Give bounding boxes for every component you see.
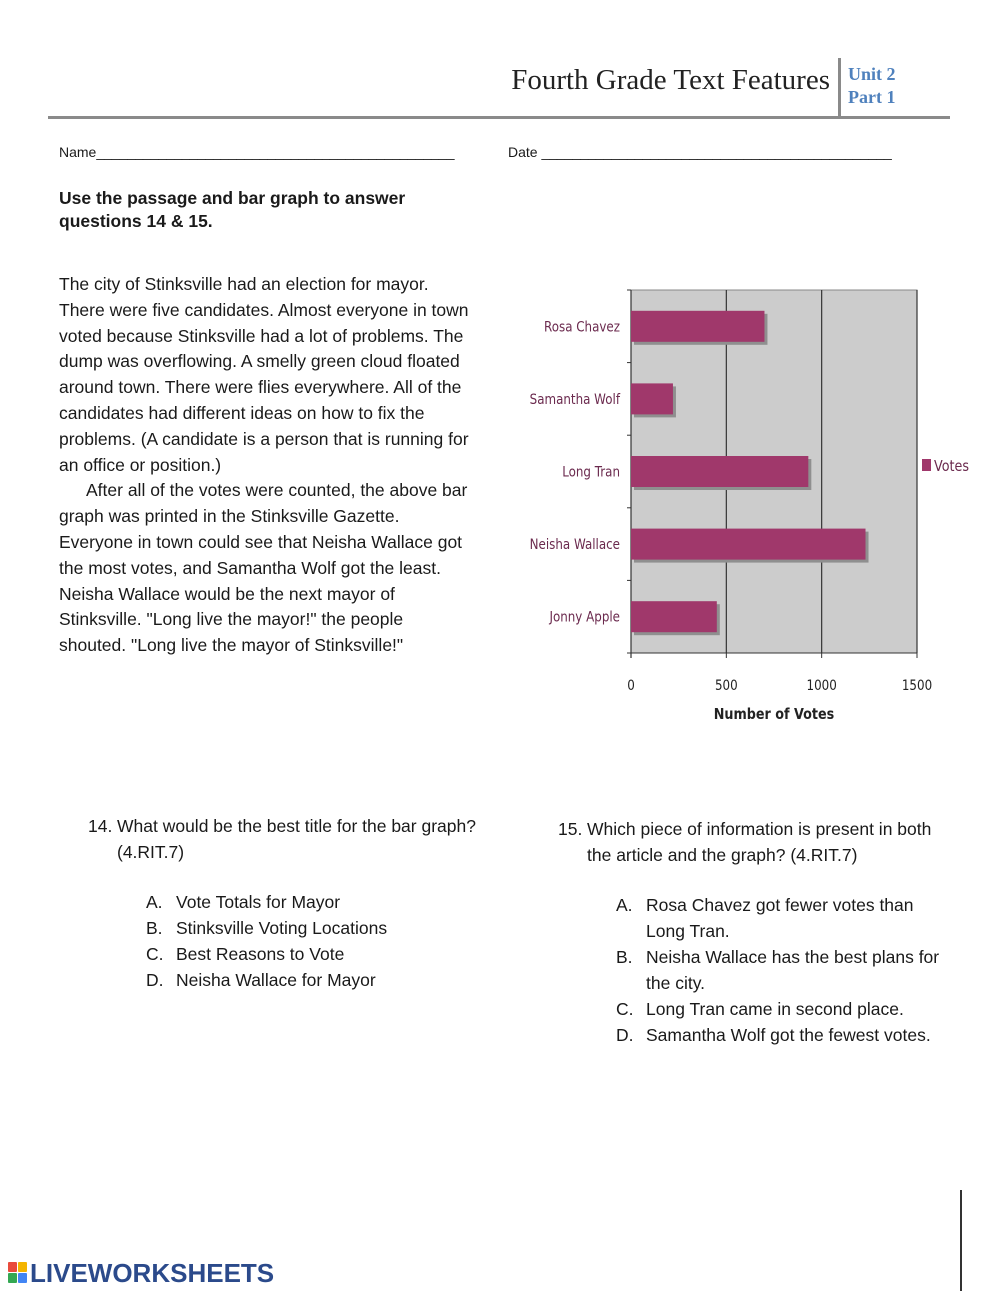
answer-choices bbox=[616, 892, 946, 1048]
category-label: Long Tran bbox=[562, 464, 620, 481]
name-field[interactable]: Name______________________________________________ bbox=[59, 144, 455, 160]
choice-letter: C. bbox=[616, 999, 634, 1019]
bar-samantha-wolf bbox=[631, 383, 673, 414]
x-tick-labels bbox=[627, 678, 932, 694]
passage-paragraph-1: The city of Stinksville had an election for mayor. There were five candidates. Almost everyone in town voted because Stinksville had a lot of problems. The dump was overflowing. A smelly green cloud floated around town. There were flies everywhere. All of the candidates had different ideas on how to fix the problems. (A candidate is a person that is running for an office or position.) bbox=[59, 274, 469, 475]
choice-text: Long Tran came in second place. bbox=[646, 999, 904, 1019]
legend-swatch bbox=[922, 459, 931, 471]
worksheet-title: Fourth Grade Text Features bbox=[511, 64, 830, 96]
category-label: Jonny Apple bbox=[549, 609, 620, 627]
choice-letter: C. bbox=[146, 944, 164, 964]
header-rule bbox=[48, 116, 950, 119]
page-edge-line bbox=[960, 1190, 962, 1291]
liveworksheets-logo bbox=[8, 1258, 274, 1288]
choice-letter: B. bbox=[616, 947, 633, 967]
choice-text: Best Reasons to Vote bbox=[176, 944, 345, 964]
votes-bar-chart bbox=[520, 280, 990, 730]
x-tick-label: 1000 bbox=[806, 678, 837, 695]
choice-text: Neisha Wallace for Mayor bbox=[176, 970, 376, 990]
bar-jonny-apple bbox=[631, 601, 717, 632]
choice-text: Vote Totals for Mayor bbox=[176, 892, 341, 912]
legend bbox=[922, 458, 969, 475]
bar-long-tran bbox=[631, 456, 808, 487]
bar-rosa-chavez bbox=[631, 311, 764, 342]
choice-letter: D. bbox=[146, 970, 164, 990]
answer-choice[interactable] bbox=[616, 892, 946, 944]
choice-text: Samantha Wolf got the fewest votes. bbox=[646, 1025, 931, 1045]
x-tick-label: 500 bbox=[714, 678, 738, 695]
answer-choice[interactable] bbox=[146, 889, 488, 915]
logo-blocks-icon bbox=[8, 1262, 28, 1284]
passage-paragraph-2: After all of the votes were counted, the above bar graph was printed in the Stinksville Gazette. Everyone in town could see that Neisha Wallace got the most votes, and Samantha Wolf got the least. Neisha Wallace would be the next mayor of Stinksville. "Long live the mayor!" the people shouted. "Long live the mayor of Stinksville!" bbox=[59, 480, 468, 656]
part-label: Part 1 bbox=[848, 87, 896, 107]
answer-choice[interactable] bbox=[146, 967, 488, 993]
question-14 bbox=[88, 813, 488, 993]
bar-neisha-wallace bbox=[631, 529, 866, 560]
question-text: What would be the best title for the bar graph? (4.RIT.7) bbox=[117, 816, 476, 862]
answer-choice[interactable] bbox=[616, 944, 946, 996]
choice-text: Neisha Wallace has the best plans for the city. bbox=[646, 947, 940, 993]
category-labels bbox=[530, 319, 621, 626]
instructions: Use the passage and bar graph to answer questions 14 & 15. bbox=[59, 188, 406, 231]
unit-label: Unit 2 bbox=[848, 64, 896, 84]
question-number: 14. bbox=[88, 816, 113, 836]
category-label: Rosa Chavez bbox=[543, 319, 620, 336]
category-label: Neisha Wallace bbox=[529, 537, 620, 554]
choice-text: Stinksville Voting Locations bbox=[176, 918, 388, 938]
header-divider bbox=[838, 58, 841, 118]
category-label: Samantha Wolf bbox=[529, 392, 620, 409]
date-field[interactable]: Date _____________________________________________ bbox=[508, 144, 892, 160]
choice-letter: A. bbox=[616, 895, 633, 915]
x-axis-label: Number of Votes bbox=[713, 706, 835, 724]
answer-choices bbox=[146, 889, 488, 993]
choice-letter: B. bbox=[146, 918, 163, 938]
choice-text: Rosa Chavez got fewer votes than Long Tran. bbox=[646, 895, 914, 941]
logo-text: LIVEWORKSHEETS bbox=[30, 1257, 275, 1288]
x-tick-label: 0 bbox=[627, 678, 635, 695]
choice-letter: D. bbox=[616, 1025, 634, 1045]
reading-passage bbox=[59, 272, 474, 659]
legend-label: Votes bbox=[934, 458, 969, 476]
question-15 bbox=[558, 816, 953, 1048]
x-tick-label: 1500 bbox=[901, 678, 933, 695]
answer-choice[interactable] bbox=[146, 941, 488, 967]
question-text: Which piece of information is present in both the article and the graph? (4.RIT.7) bbox=[587, 819, 932, 865]
question-number: 15. bbox=[558, 819, 583, 839]
answer-choice[interactable] bbox=[616, 1022, 946, 1048]
answer-choice[interactable] bbox=[146, 915, 488, 941]
answer-choice[interactable] bbox=[616, 996, 946, 1022]
choice-letter: A. bbox=[146, 892, 163, 912]
